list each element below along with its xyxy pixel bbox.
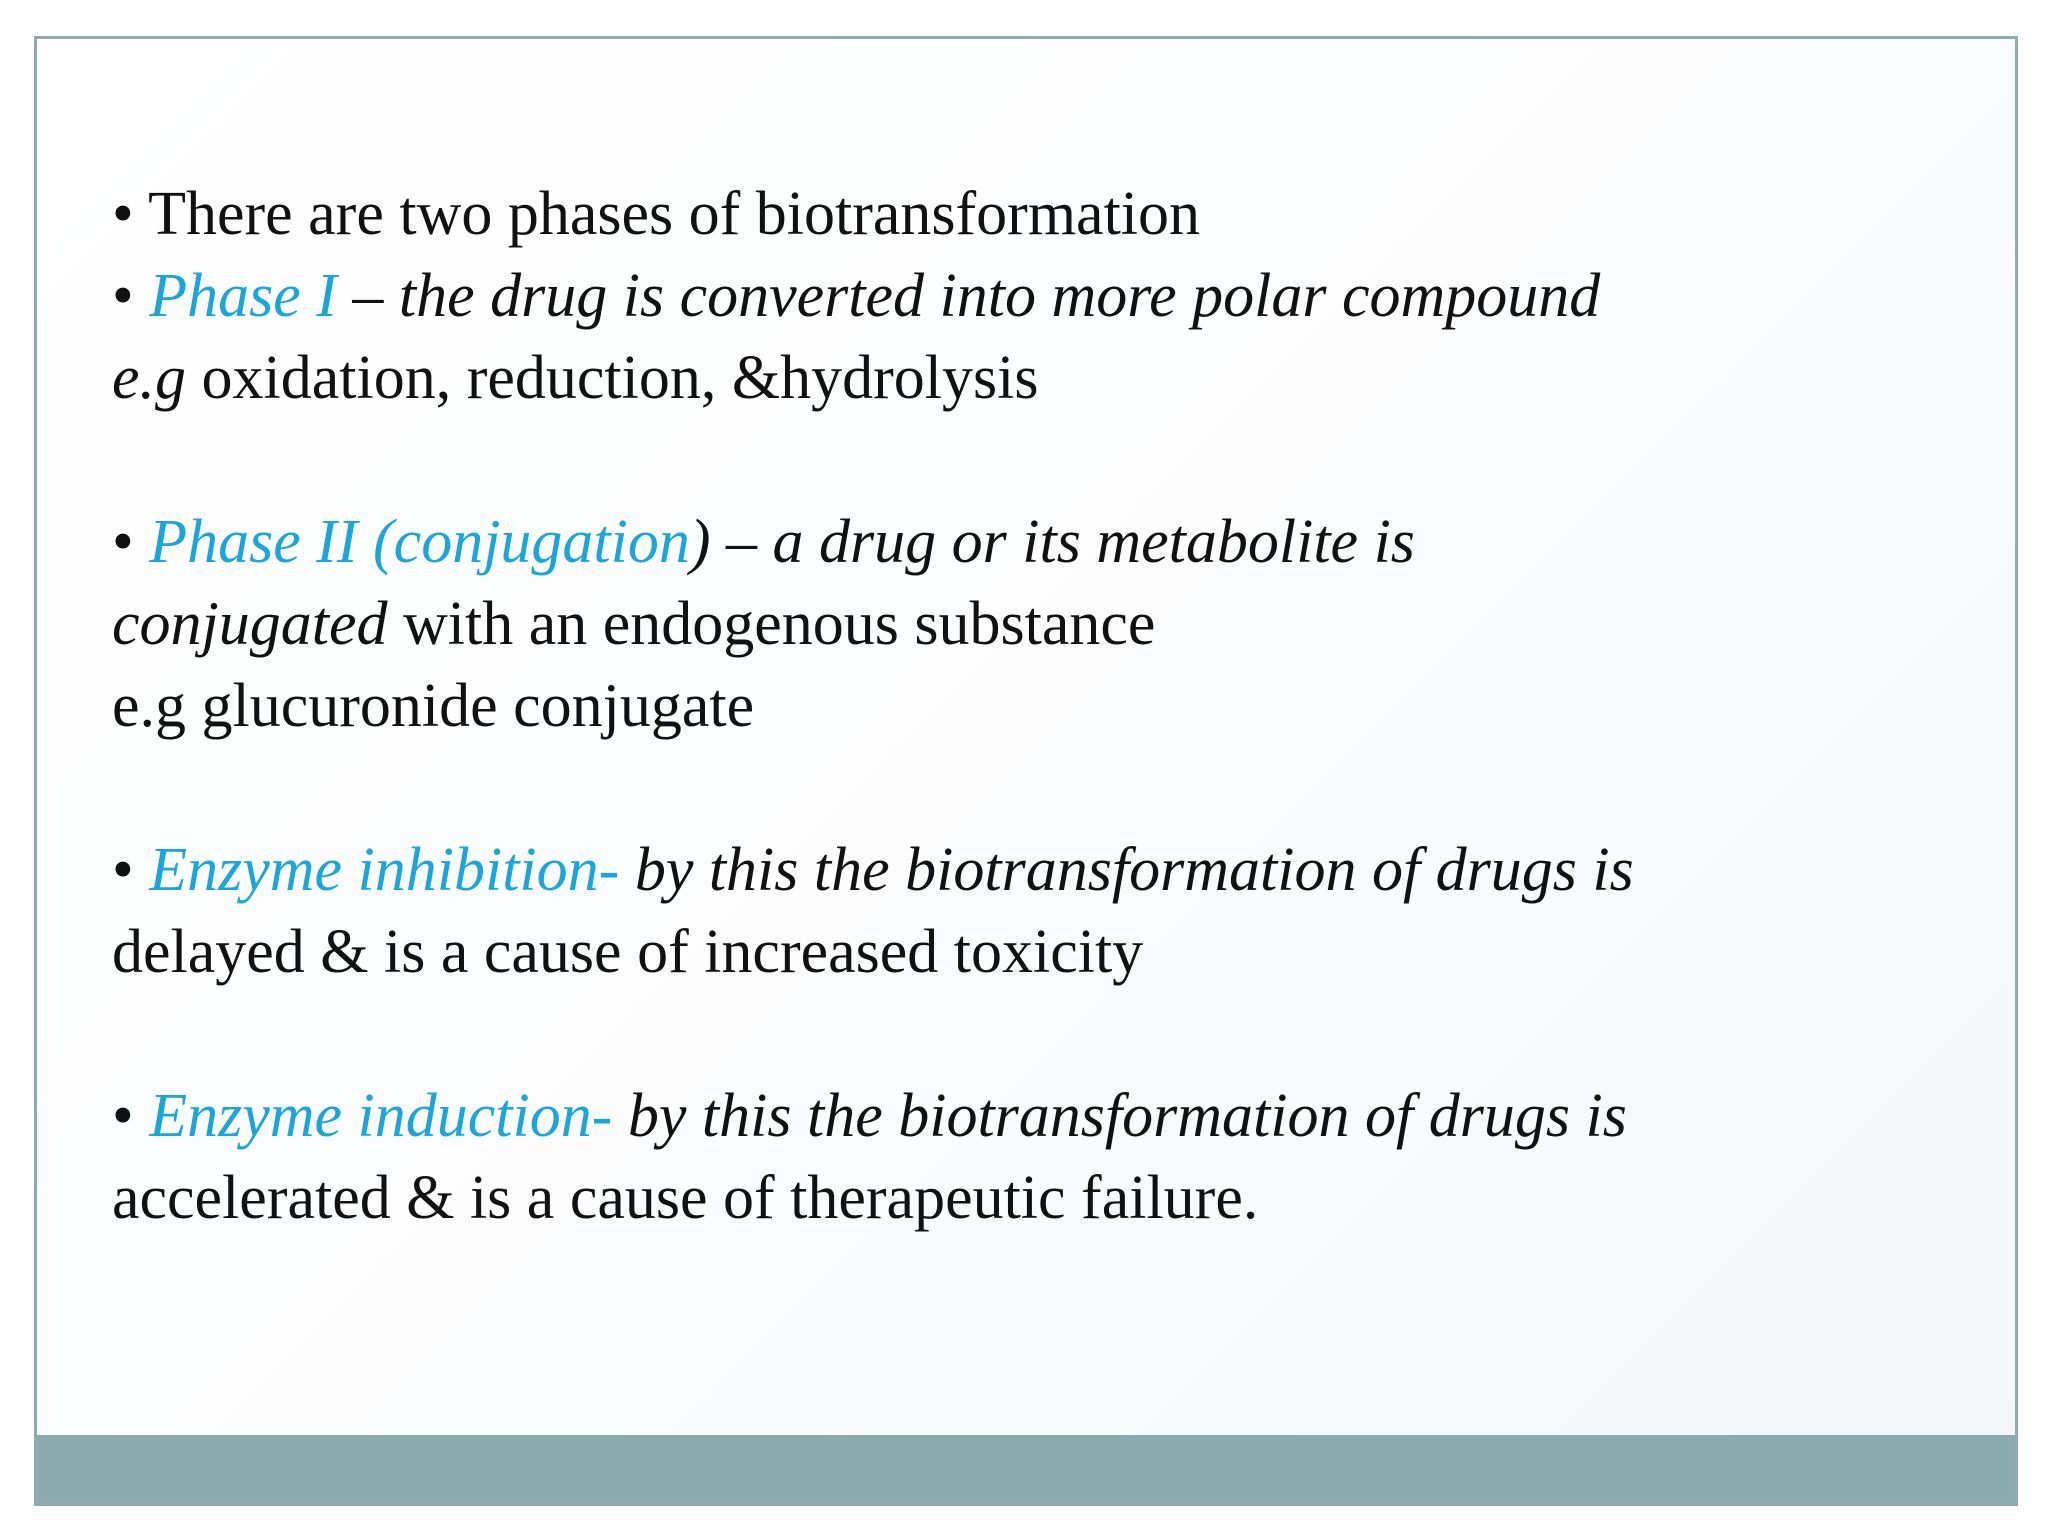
phase-1-example-prefix: e.g (112, 344, 187, 412)
phase-2-example (112, 665, 1972, 747)
bullet-enzyme-induction (112, 1075, 1972, 1157)
spacer (112, 419, 1972, 501)
phase-1-example (112, 337, 1972, 419)
phase-2-definition: – a drug or its metabolite is (710, 508, 1415, 576)
footer-bar (37, 1435, 2015, 1503)
bullet-enzyme-inhibition (112, 829, 1972, 911)
enzyme-induction-definition: by this the biotransformation of drugs is (612, 1082, 1627, 1150)
bullet-phase-2 (112, 501, 1972, 583)
bullet-marker: • (112, 1082, 134, 1150)
bullet-marker: • (112, 508, 134, 576)
enzyme-induction-continuation-text: accelerated & is a cause of therapeutic failure. (112, 1164, 1259, 1232)
phase-2-term: Phase II (conjugation (149, 508, 690, 576)
bullet-marker: • (112, 262, 134, 330)
bullet-phase-1 (112, 255, 1972, 337)
enzyme-induction-continuation (112, 1157, 1972, 1239)
bullet-intro (112, 173, 1972, 255)
enzyme-inhibition-continuation (112, 911, 1972, 993)
enzyme-inhibition-continuation-text: delayed & is a cause of increased toxicity (112, 918, 1144, 986)
phase-2-term-close: ) (689, 508, 711, 576)
slide-content (112, 173, 1972, 1239)
bullet-marker: • (112, 836, 134, 904)
phase-2-definition-cont (112, 583, 1972, 665)
enzyme-inhibition-term: Enzyme inhibition- (149, 836, 620, 904)
bullet-marker: • (112, 180, 134, 248)
phase-2-conjugated: conjugated (112, 590, 388, 658)
phase-2-example-text: e.g glucuronide conjugate (112, 672, 755, 740)
slide (34, 36, 2018, 1506)
spacer (112, 993, 1972, 1075)
phase-2-definition-rest: with an endogenous substance (387, 590, 1156, 658)
phase-1-definition: – the drug is converted into more polar compound (336, 262, 1601, 330)
spacer (112, 747, 1972, 829)
intro-text: There are two phases of biotransformation (148, 180, 1201, 248)
phase-1-example-text: oxidation, reduction, &hydrolysis (186, 344, 1039, 412)
phase-1-term: Phase I (149, 262, 337, 330)
enzyme-induction-term: Enzyme induction- (149, 1082, 613, 1150)
enzyme-inhibition-definition: by this the biotransformation of drugs is (619, 836, 1634, 904)
